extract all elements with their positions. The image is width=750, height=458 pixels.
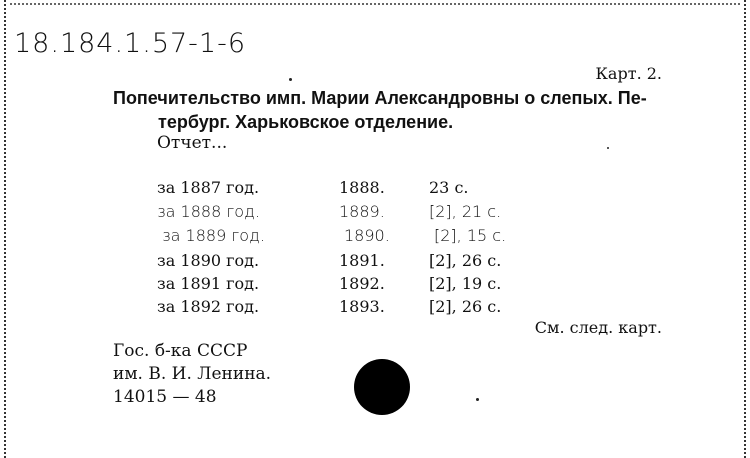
- entry-pages: [2], 26 с.: [429, 251, 502, 270]
- library-dedication: им. В. И. Ленина.: [113, 364, 272, 384]
- see-next-card: См. след. карт.: [534, 318, 662, 337]
- entry-period: за 1891 год.: [157, 274, 260, 293]
- entry-period: за 1890 год.: [157, 251, 260, 270]
- heading-line-2: тербург. Харьковское отделение.: [158, 112, 454, 132]
- entry-published: 1891.: [339, 251, 385, 270]
- entry-published: 1889.: [339, 202, 385, 221]
- card-right-edge: [742, 0, 746, 458]
- ink-speck: [476, 398, 479, 401]
- ink-speck: [607, 147, 609, 149]
- library-code: 14015 — 48: [113, 387, 217, 407]
- entry-pages: [2], 26 с.: [429, 297, 502, 316]
- report-title: Отчет...: [157, 133, 228, 153]
- card-left-edge: [4, 0, 8, 458]
- entry-pages: 23 с.: [429, 178, 469, 197]
- entry-published: 1893.: [339, 297, 385, 316]
- entry-period: за 1889 год.: [162, 226, 265, 245]
- card-number: Карт. 2.: [595, 64, 662, 83]
- entry-pages: [2], 21 с.: [429, 202, 502, 221]
- entry-published: 1888.: [339, 178, 385, 197]
- punch-hole: [354, 359, 410, 415]
- entry-pages: [2], 15 с.: [434, 226, 507, 245]
- entry-pages: [2], 19 с.: [429, 274, 502, 293]
- heading-line-1: Попечительство имп. Марии Александровны о слепых. Пе-: [113, 88, 647, 108]
- library-stamp: [113, 340, 271, 409]
- ink-speck: [289, 78, 292, 81]
- entry-published: 1890.: [344, 226, 390, 245]
- library-name: Гос. б-ка СССР: [113, 341, 248, 361]
- entry-published: 1892.: [339, 274, 385, 293]
- entry-period: за 1888 год.: [157, 202, 260, 221]
- shelfmark: 18.184.1.57-1-6: [14, 28, 247, 59]
- card-top-edge: [10, 3, 740, 7]
- entry-period: за 1887 год.: [157, 178, 260, 197]
- entry-period: за 1892 год.: [157, 297, 260, 316]
- card-heading: [113, 86, 673, 134]
